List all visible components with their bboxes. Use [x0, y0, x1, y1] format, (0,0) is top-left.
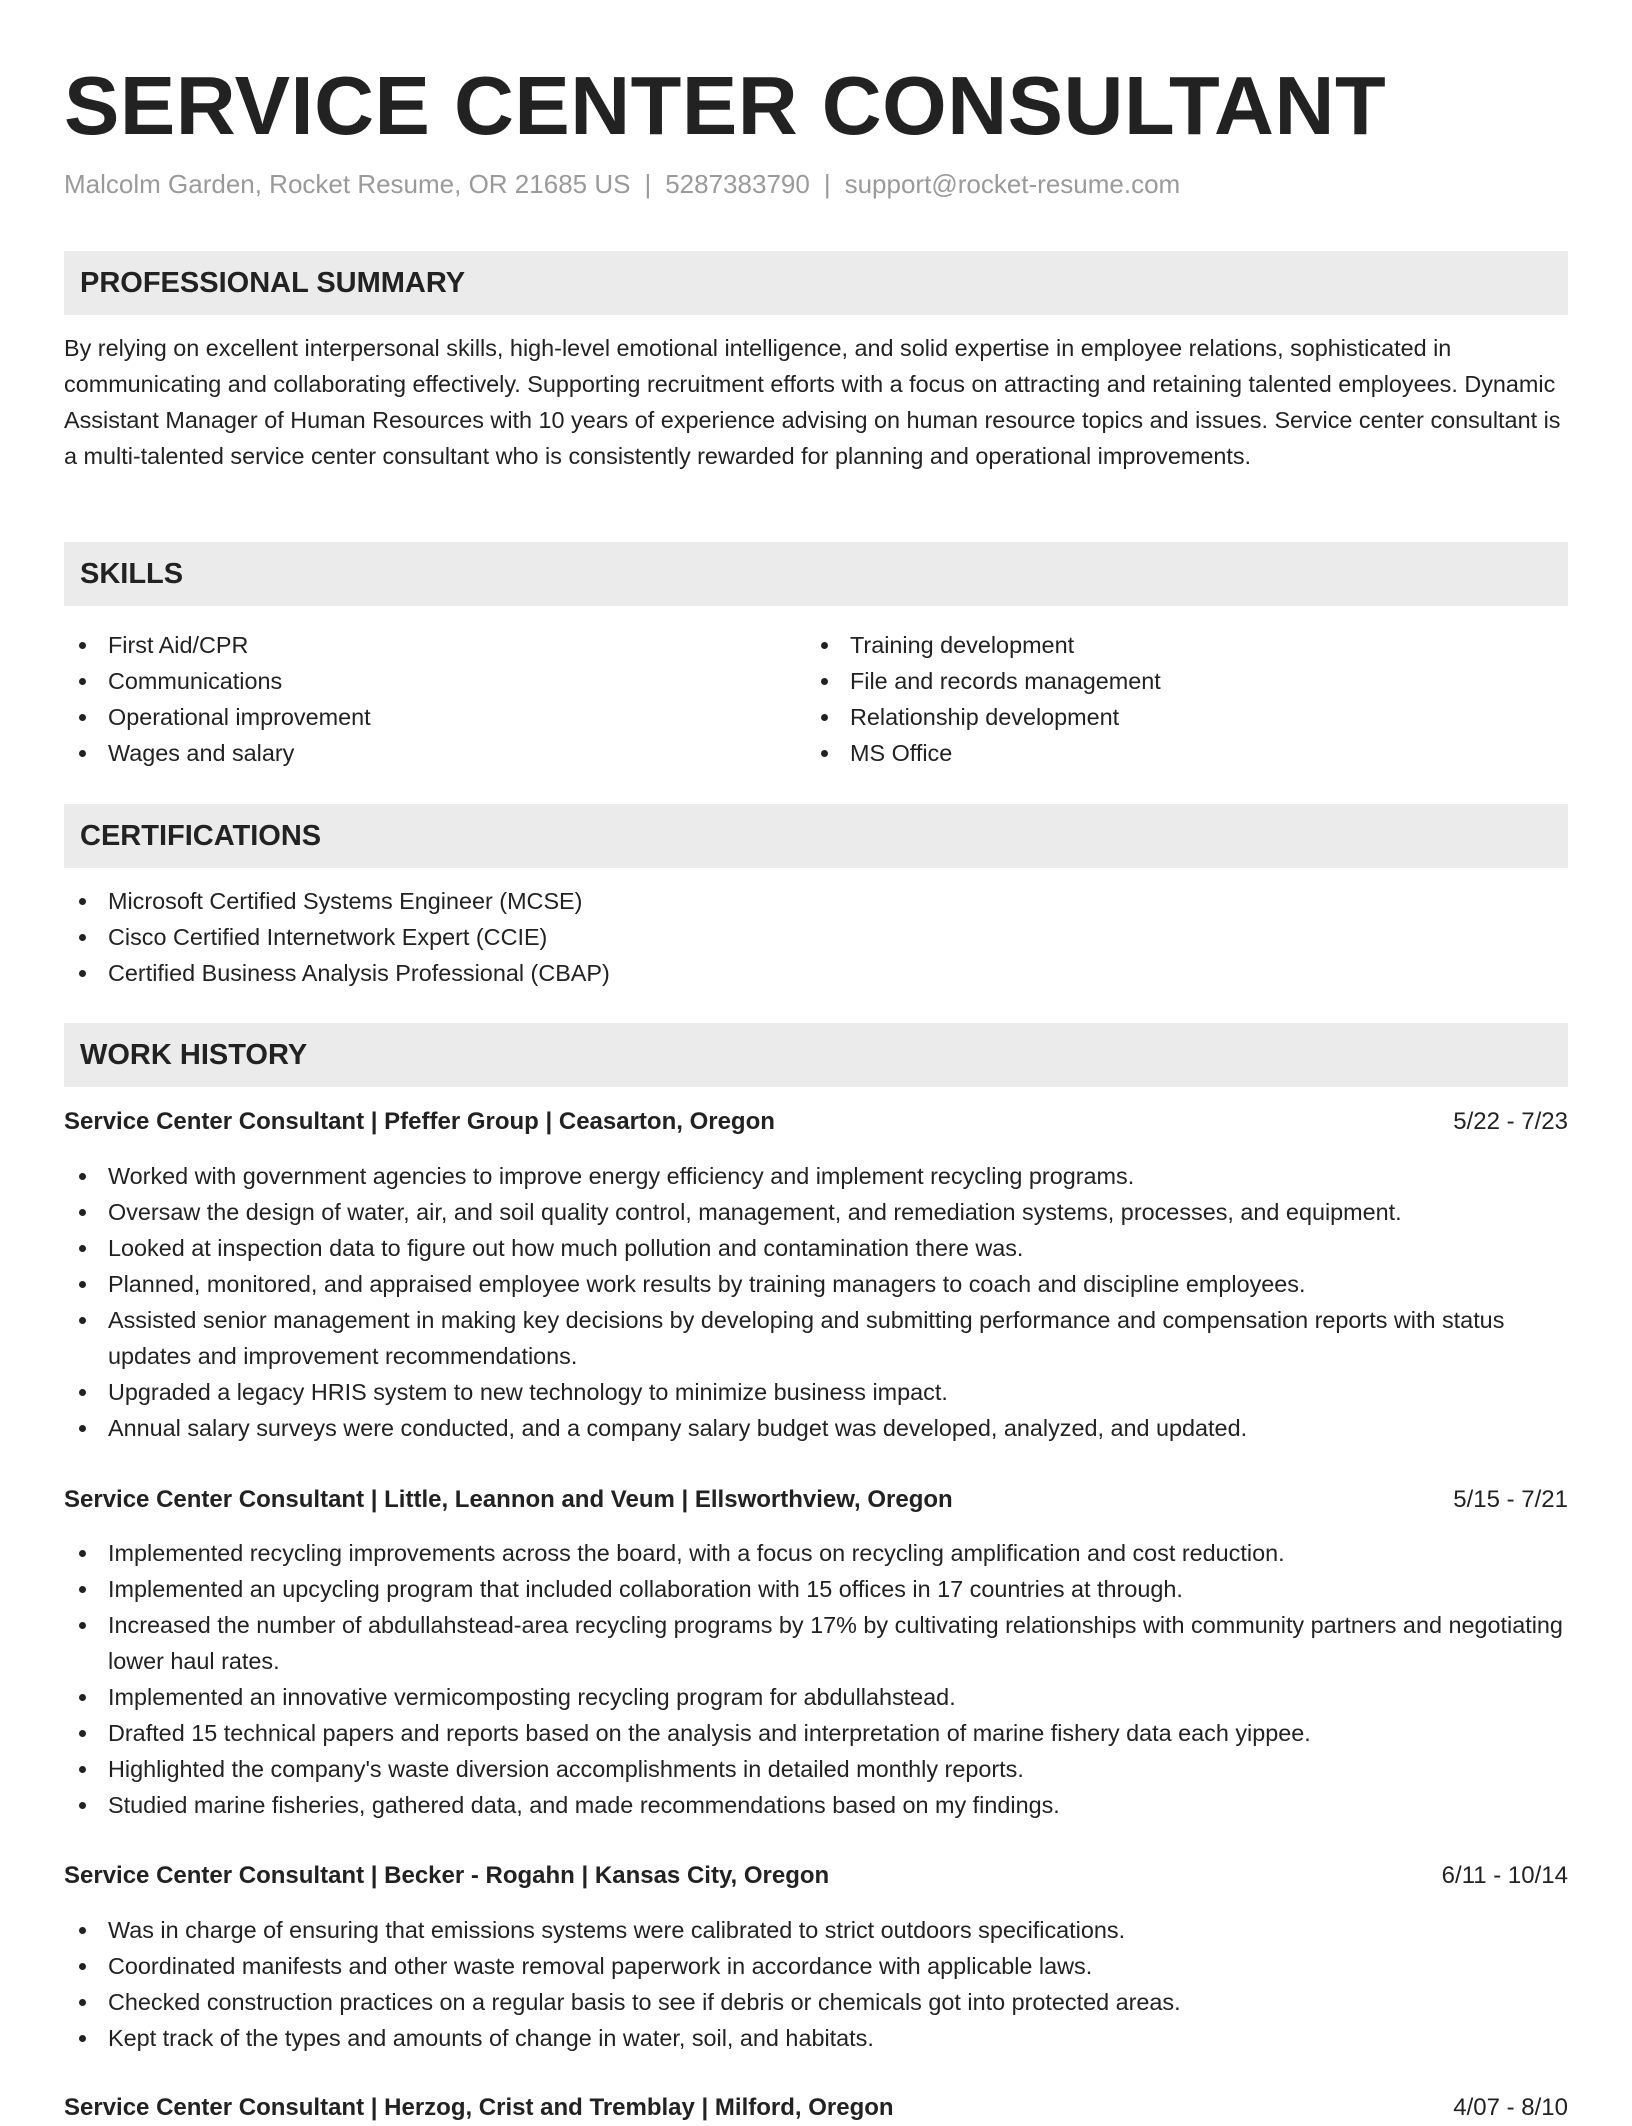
certifications-heading-text: CERTIFICATIONS [80, 820, 322, 852]
job-dates: 5/22 - 7/23 [1453, 1108, 1568, 1135]
contact-phone: 5287383790 [665, 169, 810, 199]
certification-item: Microsoft Certified Systems Engineer (MCSE) [64, 883, 1568, 919]
skill-item: MS Office [806, 735, 1566, 771]
contact-separator: | [823, 169, 831, 199]
summary-heading-text: PROFESSIONAL SUMMARY [80, 267, 466, 299]
certifications-section-heading [64, 804, 1568, 868]
certification-item: Cisco Certified Internetwork Expert (CCIE) [64, 919, 1568, 955]
job-dates: 6/11 - 10/14 [1441, 1862, 1568, 1889]
job-title-line: Service Center Consultant | Little, Leannon and Veum | Ellsworthview, Oregon [64, 1486, 953, 1513]
job-duty-item: Upgraded a legacy HRIS system to new technology to minimize business impact. [64, 1374, 1568, 1410]
job-duty-item: Increased the number of abdullahstead-area recycling programs by 17% by cultivating relationships with community partners and negotiating lower haul rates. [64, 1607, 1568, 1679]
skill-item: Relationship development [806, 699, 1566, 735]
contact-separator: | [644, 169, 652, 199]
job-duty-item: Kept track of the types and amounts of change in water, soil, and habitats. [64, 2020, 1568, 2056]
work-history-section-heading [64, 1023, 1568, 1087]
job-dates: 5/15 - 7/21 [1453, 1486, 1568, 1513]
job-duty-item: Implemented an innovative vermicomposting recycling program for abdullahstead. [64, 1679, 1568, 1715]
certification-item: Certified Business Analysis Professional (CBAP) [64, 955, 1568, 991]
skill-item: Communications [64, 663, 804, 699]
job-duty-item: Assisted senior management in making key decisions by developing and submitting performance and compensation reports with status updates and improvement recommendations. [64, 1302, 1568, 1374]
job-duty-item: Implemented recycling improvements across the board, with a focus on recycling amplification and cost reduction. [64, 1535, 1568, 1571]
skills-list-left [64, 627, 804, 771]
job-title-line: Service Center Consultant | Herzog, Crist and Tremblay | Milford, Oregon [64, 2094, 894, 2121]
skill-item: First Aid/CPR [64, 627, 804, 663]
job-duty-item: Highlighted the company's waste diversion accomplishments in detailed monthly reports. [64, 1751, 1568, 1787]
job-duties-list [64, 1158, 1568, 1446]
job-duty-item: Looked at inspection data to figure out how much pollution and contamination there was. [64, 1230, 1568, 1266]
job-duty-item: Annual salary surveys were conducted, and a company salary budget was developed, analyzed, and updated. [64, 1410, 1568, 1446]
summary-text: By relying on excellent interpersonal skills, high-level emotional intelligence, and solid expertise in employee relations, sophisticated in communicating and collaborating effectively. Supporting recruitment efforts with a focus on attracting and retaining talented employees. Dynamic Assistant Manager of Human Resources with 10 years of experience advising on human resource topics and issues. Service center consultant is a multi-talented service center consultant who is consistently rewarded for planning and operational improvements. [64, 335, 1561, 469]
certifications-list [64, 883, 1568, 991]
job-duties-list [64, 1912, 1568, 2056]
skill-item: Operational improvement [64, 699, 804, 735]
job-duty-item: Was in charge of ensuring that emissions systems were calibrated to strict outdoors specifications. [64, 1912, 1568, 1948]
candidate-name: SERVICE CENTER CONSULTANT [64, 59, 1387, 152]
job-duty-item: Oversaw the design of water, air, and soil quality control, management, and remediation systems, processes, and equipment. [64, 1194, 1568, 1230]
skills-list-right [806, 627, 1566, 771]
work-history-heading-text: WORK HISTORY [80, 1039, 308, 1071]
job-duty-item: Drafted 15 technical papers and reports based on the analysis and interpretation of marine fishery data each yippee. [64, 1715, 1568, 1751]
contact-email: support@rocket-resume.com [844, 169, 1181, 199]
skills-heading-text: SKILLS [80, 558, 184, 590]
job-duty-item: Checked construction practices on a regular basis to see if debris or chemicals got into protected areas. [64, 1984, 1568, 2020]
skill-item: Wages and salary [64, 735, 804, 771]
contact-address: Malcolm Garden, Rocket Resume, OR 21685 US [64, 169, 631, 199]
skill-item: Training development [806, 627, 1566, 663]
job-title-line: Service Center Consultant | Pfeffer Group | Ceasarton, Oregon [64, 1108, 775, 1135]
skills-section-heading [64, 542, 1568, 606]
job-duty-item: Coordinated manifests and other waste removal paperwork in accordance with applicable laws. [64, 1948, 1568, 1984]
job-duty-item: Implemented an upcycling program that included collaboration with 15 offices in 17 countries at through. [64, 1571, 1568, 1607]
job-duty-item: Worked with government agencies to improve energy efficiency and implement recycling programs. [64, 1158, 1568, 1194]
job-duty-item: Studied marine fisheries, gathered data, and made recommendations based on my findings. [64, 1787, 1568, 1823]
job-title-line: Service Center Consultant | Becker - Rogahn | Kansas City, Oregon [64, 1862, 830, 1889]
job-duty-item: Planned, monitored, and appraised employee work results by training managers to coach and discipline employees. [64, 1266, 1568, 1302]
job-dates: 4/07 - 8/10 [1453, 2094, 1568, 2121]
job-duties-list [64, 1535, 1568, 1823]
skill-item: File and records management [806, 663, 1566, 699]
contact-line [64, 166, 1180, 202]
summary-section-heading [64, 251, 1568, 315]
